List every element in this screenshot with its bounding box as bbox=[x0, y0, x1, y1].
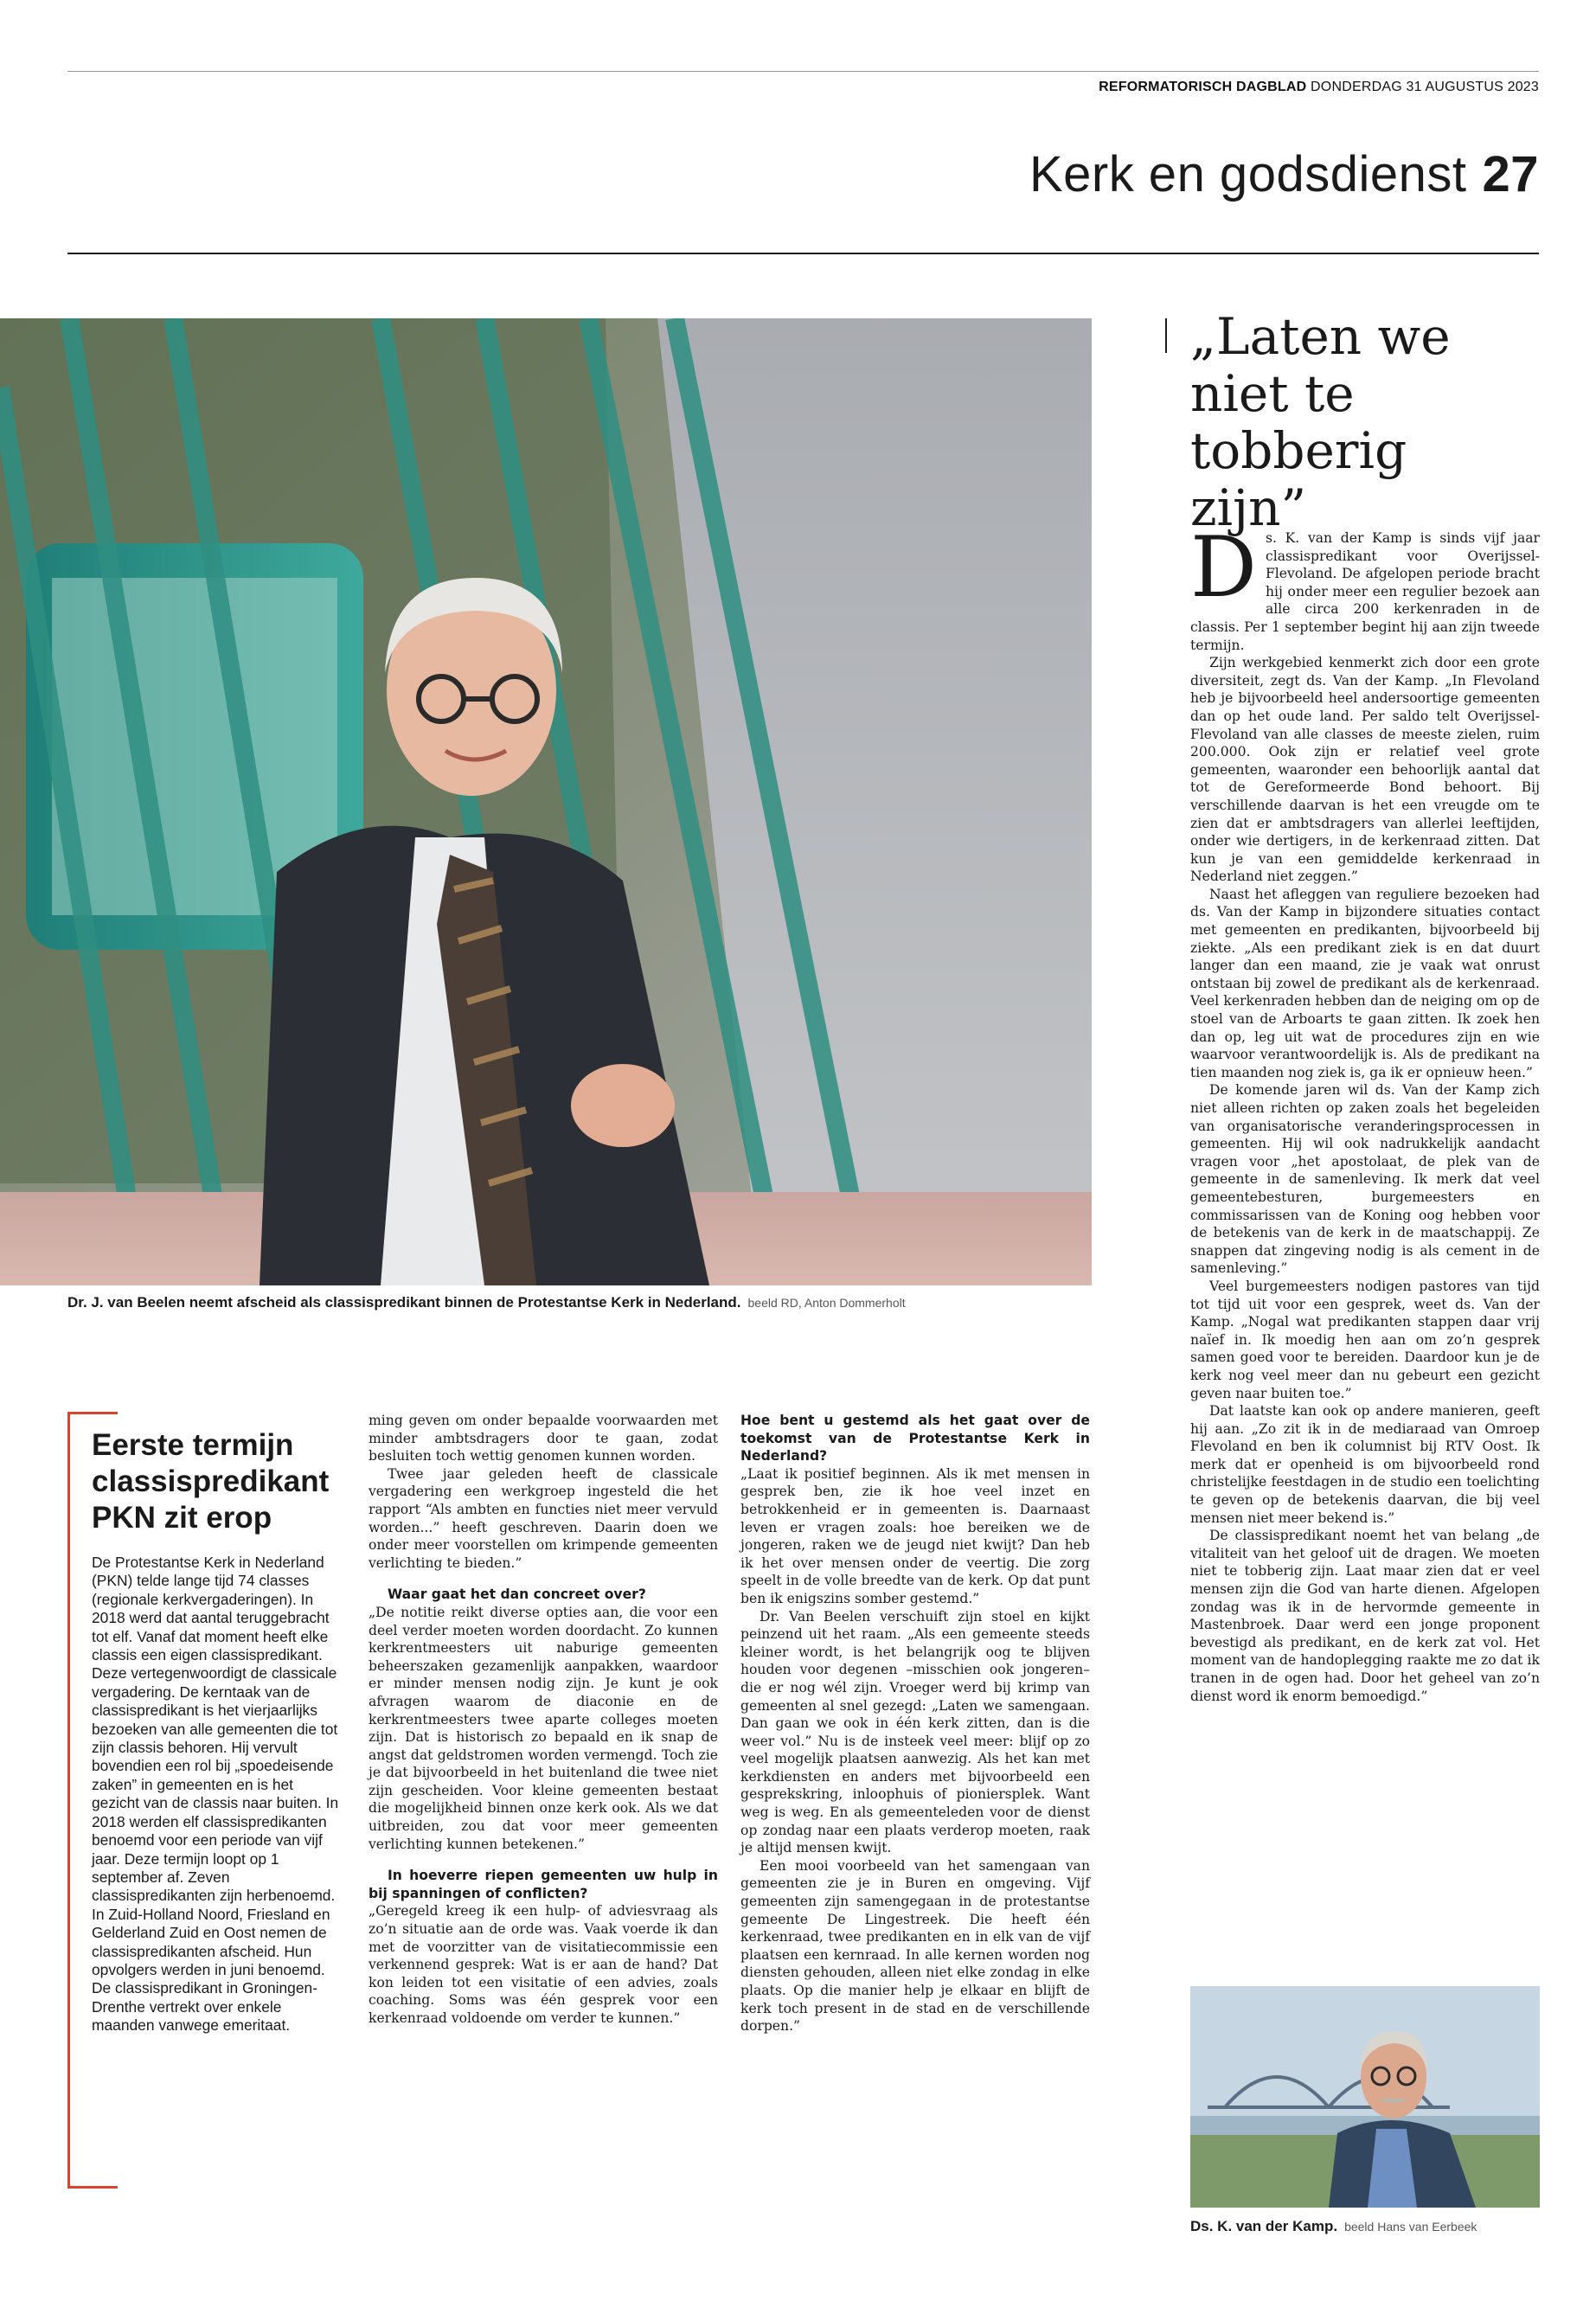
headline-rule bbox=[1165, 318, 1167, 353]
interview-paragraph: Dr. Van Beelen verschuift zijn stoel en kijkt peinzend uit het raam. „Als een gemeente steeds kleiner wordt, is het belangrijk oog te blijven houden voor degenen –misschien ook jongeren– die er nog wél zijn. Vroeger werd bij krimp van gemeenten al snel gezegd: „Laten we samengaan. Dan gaan we ook in één kerk zitten, dan is die weer vol.” Nu is de insteek veel meer: blijf op zo veel mogelijk plaatsen aanwezig. Als het kan met kerkdiensten en anders met bijvoorbeeld een gesprekskring, inloophuis of pioniersplek. Want weg is weg. En als gemeenteleden voor de dienst op zondag naar een plaats verderop moeten, raak je altijd mensen kwijt. bbox=[740, 1608, 1090, 1856]
interview-column-3 bbox=[740, 1412, 1090, 2035]
interview-question: Waar gaat het dan concreet over? bbox=[388, 1586, 646, 1603]
interview-answer: „De notitie reikt diverse opties aan, die voor een deel verder moeten worden doordacht. Zo kunnen kerkrentmeesters uit naburige gemeenten beheerszaken gezamenlijk aanpakken, waardoor er minder mensen nodig zijn. Je kunt je ook afvragen waarom de diaconie en de kerkrentmeesters twee aparte colleges moeten zijn. Dat is historisch zo bepaald en ik snap de angst dat geldstromen worden vermengd. Toch zie je dat bijvoorbeeld in het buitenland die twee niet zijn gescheiden. Voor kleine gemeenten bestaat die mogelijkheid binnen onze kerk ook. Als we dat uitbreiden, zou dat voor meer gemeenten verlichting kunnen betekenen.” bbox=[369, 1604, 718, 1852]
feature-paragraph: Veel burgemeesters nodigen pastores van tijd tot tijd uit voor een gesprek, weet ds. Van der Kamp. „Nogal wat predikanten stappen daar vrij naïef in. Ik moedig hen aan om zo’n gesprek samen goed voor te bereiden. Daardoor kun je de kerk nog veel meer dan nu gebeurt een gezicht geven naar buiten toe.” bbox=[1190, 1278, 1540, 1401]
main-photo bbox=[0, 318, 1092, 1285]
masthead bbox=[1099, 80, 1539, 95]
paper-name: REFORMATORISCH DAGBLAD bbox=[1099, 80, 1307, 94]
main-photo-caption bbox=[67, 1294, 906, 1311]
section-rule bbox=[67, 253, 1539, 254]
interview-paragraph: Een mooi voorbeeld van het samengaan van gemeenten zie je in Buren en omgeving. Vijf gemeenten zijn samengegaan in de protestantse gemeente De Lingestreek. Die heeft één kerkenraad, twee predikanten en in elk van de vijf plaatsen een kernraad. In alle kernen worden nog diensten gehouden, alleen niet elke zondag in elke plaats. Op die manier help je elkaar en blijft de kerk toch present in de stad en de verschillende dorpen.” bbox=[740, 1857, 1090, 2035]
inset-photo-credit: beeld Hans van Eerbeek bbox=[1344, 2220, 1477, 2234]
feature-paragraph: Dat laatste kan ook op andere manieren, geeft hij aan. „Zo zit ik in de mediaraad van Omroep Flevoland en ben ik columnist bij RTV Oost. Ik merk dat er openheid is om bijvoorbeeld rond christelijke feestdagen in de studio een toelichting te geven op de betekenis daarvan, die bij veel mensen niet meer bekend is.” bbox=[1190, 1403, 1540, 1526]
interview-answer: „Laat ik positief beginnen. Als ik met mensen in gesprek ben, zie ik hoe veel inzet en betrokkenheid er in gemeenten is. Daarnaast leven er vragen zoals: hoe bereiken we de jongeren, raken we de jeugd niet kwijt? Dan heb ik het over mensen onder de veertig. Die zorg speelt in de volle breedte van de kerk. Op dat punt ben ik enigszins somber gestemd.” bbox=[740, 1465, 1090, 1606]
caption-text: Dr. J. van Beelen neemt afscheid als classispredikant binnen de Protestantse Kerk in Nederland. bbox=[67, 1294, 741, 1311]
section-title: Kerk en godsdienst bbox=[1029, 146, 1467, 202]
sidebar-title: Eerste termijn classispredikant PKN zit erop bbox=[92, 1428, 330, 1535]
inset-caption-text: Ds. K. van der Kamp. bbox=[1190, 2218, 1338, 2234]
interview-paragraph: Twee jaar geleden heeft de classicale vergadering een werkgroep ingesteld die het rapport “Als ambten en functies niet meer vervuld worden...” heeft geschreven. Daarin doen we onder meer voorstellen om krimpende gemeenten verlichting te bieden.” bbox=[369, 1465, 718, 1571]
feature-article bbox=[1190, 519, 1540, 1705]
feature-headline: „Laten we niet te tobberig zijn” bbox=[1190, 307, 1451, 537]
dropcap: D bbox=[1190, 519, 1257, 616]
sidebar-box bbox=[67, 1412, 348, 2190]
feature-paragraph: De komende jaren wil ds. Van der Kamp zich niet alleen richten op zaken zoals het begeleiden van organisatorische veranderingsprocessen in gemeenten. Hij wil ook nadrukkelijk aandacht vragen voor „het apostolaat, de plek van de gemeente in de samenleving. Ik merk dat veel gemeentebesturen, burgemeesters en commissarissen van de Koning oog hebben voor de betekenis van de kerk in de maatschappij. Ze snappen dat zingeving nodig is als cement in de samenleving.” bbox=[1190, 1082, 1540, 1277]
top-rule bbox=[67, 71, 1539, 72]
sidebar-accent-bottom bbox=[67, 2186, 118, 2189]
interview-paragraph: ming geven om onder bepaalde voorwaarden met minder ambtsdragers door te gaan, zodat besluiten toch wettig genomen kunnen worden. bbox=[369, 1413, 718, 1465]
photo-credit: beeld RD, Anton Dommerholt bbox=[747, 1296, 906, 1310]
inset-photo bbox=[1190, 1986, 1540, 2208]
lead-text: s. K. van der Kamp is sinds vijf jaar classispredikant voor Overijssel-Flevoland. De afgelopen periode bracht hij onder meer een regulier bezoek aan alle circa 200 kerkenraden in de classis. Per 1 september begint hij aan zijn tweede termijn. bbox=[1190, 530, 1540, 653]
interview-question: In hoeverre riepen gemeenten uw hulp in bij spanningen of conflicten? bbox=[369, 1868, 718, 1901]
sidebar-accent-left bbox=[67, 1412, 70, 2189]
interview-column-2 bbox=[369, 1412, 718, 2028]
feature-paragraph: De classispredikant noemt het van belang „de vitaliteit van het geloof uit de dragen. We moeten niet te tobberig zijn. Laat maar zien dat er veel mensen zijn die God van harte dienen. Afgelopen zondag was ik in de hervormde gemeente in Mastenbroek. Daar werd een jonge proponent bevestigd als predikant, en de kerk zat vol. Het moment van de handoplegging raakte me zo dat ik tranen in de ogen had. Door het geheel van zo’n dienst word ik enorm bemoedigd.” bbox=[1190, 1528, 1540, 1704]
page-number: 27 bbox=[1482, 146, 1539, 202]
section-header bbox=[1029, 145, 1539, 203]
interview-question: Hoe bent u gestemd als het gaat over de toekomst van de Protestantse Kerk in Nederland? bbox=[740, 1413, 1090, 1465]
inset-photo-caption bbox=[1190, 2218, 1477, 2235]
feature-lead bbox=[1190, 519, 1540, 654]
feature-paragraph: Naast het afleggen van reguliere bezoeken had ds. Van der Kamp in bijzondere situaties contact met gemeenten en predikanten, bijvoorbeeld bij ziekte. „Als een predikant ziek is en dat duurt langer dan een maand, zie je vaak wat onrust ontstaan bij zowel de predikant als de kerkenraad. Veel kerkenraden hebben dan de neiging om op de stoel van de Arboarts te gaan zitten. Ik zoek hen dan op, leg uit wat de procedures zijn en wie waarvoor verantwoordelijk is. Als de predikant na tien maanden nog ziek is, ga ik er opnieuw heen.” bbox=[1190, 886, 1540, 1080]
portrait-van-beelen-image bbox=[0, 318, 1092, 1285]
interview-answer: „Geregeld kreeg ik een hulp- of adviesvraag als zo’n situatie aan de orde was. Vaak voerde ik dan met de voorzitter van de visitatiecommissie een verkennend gesprek: Wat is er aan de hand? Dat kon leiden tot een visitatie of een advies, zoals coaching. Soms was één gesprek voor een kerkenraad voldoende om verder te kunnen.” bbox=[369, 1903, 718, 2026]
issue-date: DONDERDAG 31 AUGUSTUS 2023 bbox=[1311, 80, 1539, 94]
feature-paragraph: Zijn werkgebied kenmerkt zich door een grote diversiteit, zegt ds. Van der Kamp. „In Flevoland heb je bijvoorbeeld heel andersoortige gemeenten dan op het oude land. Per saldo telt Overijssel-Flevoland van alle classes de meeste zielen, ruim 200.000. Ook zijn er relatief veel grote gemeenten, waaronder een behoorlijk aantal dat tot de Gereformeerde Bond behoort. Bij verschillende daarvan is het een vreugde om te zien dat er ambtsdragers van allerlei leeftijden, onder wie dertigers, in de kerkenraad zitten. Dat kun je van een gemiddelde kerkenraad in Nederland niet zeggen.” bbox=[1190, 655, 1540, 885]
sidebar-text: De Protestantse Kerk in Nederland (PKN) telde lange tijd 74 classes (regionale kerkvergaderingen). In 2018 werd dat aantal teruggebracht tot elf. Vanaf dat moment heeft elke classis een eigen classispredikant. Deze vertegenwoordigt de classicale vergadering. De kerntaak van de classispredikant is het vierjaarlijks bezoeken van alle gemeenten die tot zijn classis behoren. Hij vervult bovendien een rol bij „spoedeisende zaken” in gemeenten en is het gezicht van de classis naar buiten. In 2018 werden elf classispredikanten benoemd voor een periode van vijf jaar. Deze termijn loopt op 1 september af. Zeven classispredikanten zijn herbenoemd. In Zuid-Holland Noord, Friesland en Gelderland Zuid en Oost nemen de classispredikanten afscheid. Hun opvolgers werden in juni benoemd. De classispredikant in Groningen-Drenthe vertrekt over enkele maanden vanwege emeritaat. bbox=[92, 1554, 339, 2035]
sidebar-accent-top bbox=[67, 1412, 118, 1414]
portrait-van-der-kamp-image bbox=[1190, 1986, 1540, 2208]
